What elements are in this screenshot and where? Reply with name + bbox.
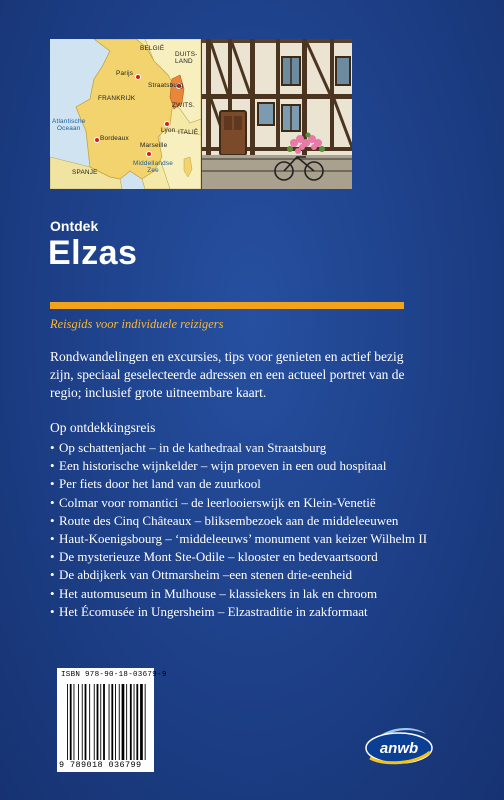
accent-rule (50, 302, 404, 309)
timbered-house-illustration (202, 39, 352, 189)
map-label-lyon: Lyon (161, 127, 176, 134)
subtitle: Reisgids voor individuele reizigers (50, 317, 224, 331)
barcode-bar (115, 684, 116, 760)
isbn-number: ISBN 978-90-18-03679-9 (61, 671, 167, 679)
map-label-belgie: BELGIË (140, 45, 165, 52)
ean-digits: 9 789018 036799 (59, 760, 142, 770)
bullet-icon: • (50, 458, 55, 474)
barcode-bar (89, 684, 90, 760)
page-title: Elzas (48, 234, 138, 272)
logo-text: anwb (379, 740, 419, 757)
barcode-bar (78, 684, 79, 760)
map-dot-parijs (135, 74, 141, 80)
barcode-bar (109, 684, 110, 760)
bullet-icon: • (50, 476, 55, 492)
highlights-list (50, 439, 430, 621)
list-item-text: Een historische wijnkelder – wijn proeven in een oud hospitaal (59, 458, 387, 474)
map-label-italie: ITALIË (178, 129, 199, 136)
list-item (50, 439, 430, 457)
intro-paragraph: Rondwandelingen en excursies, tips voor genieten en actief bezig zijn, speciaal geselecteerde adressen en een actueel portret van de regio; inclusief grote uitneembare kaart. (50, 349, 405, 400)
cover-image-strip (50, 39, 352, 189)
list-item-text: Op schattenjacht – in de kathedraal van Straatsburg (59, 440, 327, 455)
map-dot-marseille (146, 151, 152, 157)
list-item-text: Route des Cinq Châteaux – bliksembezoek aan de middeleeuwen (59, 512, 399, 528)
barcode-bar (70, 684, 72, 760)
barcode-bar (97, 684, 99, 760)
barcode-bar (111, 684, 113, 760)
list-item (50, 494, 430, 512)
list-item-text: Per fiets door het land van de zuurkool (59, 476, 261, 492)
map-label-bordeaux: Bordeaux (100, 135, 129, 142)
bullet-icon: • (50, 567, 55, 583)
barcode-bar (130, 684, 132, 760)
list-item-text: Haut-Koenigsbourg – ‘middeleeuws’ monument van keizer Wilhelm II (59, 531, 428, 547)
map-label-marseille: Marseille (140, 142, 168, 149)
section-title: Op ontdekkingsreis (50, 420, 156, 435)
cover-photo-timbered-house (202, 39, 352, 189)
barcode-bar (103, 684, 105, 760)
list-item-text: De mysterieuze Mont Ste-Odile – klooster en bedevaartsoord (59, 549, 378, 565)
map-label-parijs: Parijs (116, 70, 134, 77)
list-item (50, 457, 430, 475)
map-label-straatsburg: Straatsburg (148, 82, 184, 89)
barcode-bar (67, 684, 68, 760)
bullet-icon: • (50, 603, 55, 619)
barcode-bar (126, 684, 127, 760)
cover-kicker: Ontdek (50, 218, 99, 234)
list-item-text: De abdijkerk van Ottmarsheim –een stenen drie-eenheid (59, 567, 353, 583)
anwb-logo-icon (364, 724, 434, 766)
list-item-text: Het Écomusée in Ungersheim – Elzastraditie in zakformaat (59, 603, 368, 619)
bullet-icon: • (50, 512, 55, 528)
bullet-icon: • (50, 549, 55, 565)
barcode-bar (85, 684, 87, 760)
barcode-bar (94, 684, 95, 760)
barcode-bar (119, 684, 120, 760)
barcode-bar (74, 684, 75, 760)
bullet-icon: • (50, 585, 55, 601)
barcode-bars-icon (67, 684, 147, 760)
map-label-middellandse-zee: Middellandse Zee (133, 160, 174, 174)
list-item (50, 512, 430, 530)
list-item-text: Het automuseum in Mulhouse – klassiekers in lak en chroom (59, 585, 378, 601)
isbn-barcode (57, 668, 167, 772)
locator-map (50, 39, 201, 189)
barcode-bar (122, 684, 125, 760)
map-label-duitsland: DUITS- LAND (175, 51, 198, 65)
barcode-bar (100, 684, 101, 760)
map-label-spanje: SPANJE (72, 169, 98, 176)
bullet-icon: • (50, 494, 55, 510)
map-label-zwits: ZWITS. (172, 102, 195, 109)
barcode-bar (140, 684, 143, 760)
barcode-bar (145, 684, 146, 760)
bullet-icon: • (50, 440, 55, 455)
barcode-bar (134, 684, 135, 760)
barcode-bar (82, 684, 83, 760)
map-label-frankrijk: FRANKRIJK (98, 95, 136, 102)
list-item (50, 530, 430, 548)
list-item (50, 548, 430, 566)
list-item (50, 603, 430, 621)
list-item (50, 566, 430, 584)
barcode-bar (136, 684, 138, 760)
list-item-text: Colmar voor romantici – de leerlooierswijk en Klein-Venetië (59, 494, 376, 510)
map-label-atlantische-oceaan: Atlantische Oceaan (52, 118, 86, 132)
list-item (50, 585, 430, 603)
list-item (50, 475, 430, 493)
bullet-icon: • (50, 531, 55, 547)
